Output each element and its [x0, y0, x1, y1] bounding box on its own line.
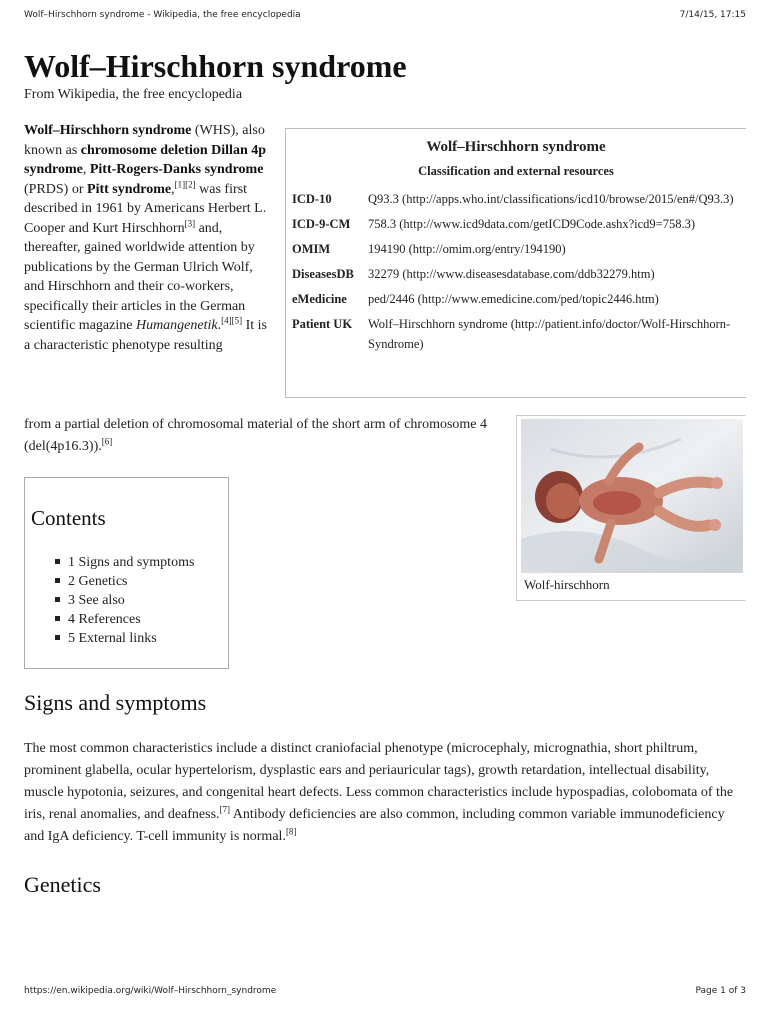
lede-bold-alias-1: chromosome deletion Dillan 4p syndrome [24, 142, 267, 177]
infobox-label: OMIM [292, 242, 331, 256]
lede-bold-alias-3: Pitt syndrome [87, 181, 172, 197]
ref-link-6[interactable]: [6] [101, 436, 113, 447]
infobox-row-diseasesdb [286, 264, 746, 284]
figure-thumbnail [516, 415, 746, 601]
lede-paragraph-continued [24, 414, 494, 458]
paragraph-text: Antibody deficiencies are also common, including common variable immunodeficiency and IgA deficiency. T-cell immunity is normal. [24, 807, 725, 844]
ref-link-3[interactable]: [3] [184, 217, 196, 228]
print-header [24, 10, 746, 20]
print-header-datetime: 7/14/15, 17:15 [679, 10, 746, 20]
lede-text: , [171, 181, 175, 197]
infobox-label: ICD-9-CM [292, 217, 351, 231]
lede-bold-alias-2: Pitt-Rogers-Danks syndrome [89, 162, 264, 177]
infobox-row-emedicine [286, 289, 746, 309]
ref-link-2[interactable]: [2] [185, 178, 196, 189]
infobox-value-link[interactable]: Wolf–Hirschhorn syndrome (http://patient.info/doctor/Wolf-Hirschhorn-Syndrome) [368, 317, 731, 351]
section-heading-signs: Signs and symptoms [24, 690, 207, 715]
print-footer-page: Page 1 of 3 [695, 986, 746, 996]
ref-link-5[interactable]: [5] [231, 315, 243, 326]
paragraph-text: The most common characteristics include a distinct craniofacial phenotype (microcephaly, micrognathia, short philtrum, prominent glabella, ocular hypertelorism, dysplastic ears and periauricular tags), growth retardation, intellectual disability, muscle hypotonia, seizures, and congenital heart defects. Less common characteristics include hypospadias, colobomata of the iris, renal anomalies, and deafness. [24, 741, 734, 822]
infobox-row-icd10 [286, 189, 746, 209]
figure-caption: Wolf-hirschhorn [524, 577, 610, 592]
lede-text: (PRDS) or [24, 181, 88, 197]
print-header-title: Wolf–Hirschhorn syndrome - Wikipedia, the free encyclopedia [24, 10, 301, 20]
infobox-label: Patient UK [292, 317, 353, 331]
toc-item[interactable] [55, 553, 194, 572]
lede-italic-magazine: Humangenetik [135, 318, 218, 333]
infobox-row-patientuk [286, 314, 746, 354]
infobox-label: eMedicine [292, 292, 347, 306]
toc-link-genetics[interactable]: 2 Genetics [68, 574, 128, 589]
infobox [285, 128, 746, 398]
infobox-title: Wolf–Hirschhorn syndrome [426, 139, 606, 155]
toc-link-see-also[interactable]: 3 See also [68, 593, 125, 608]
infobox-row-icd9cm [286, 214, 746, 234]
toc-item[interactable] [55, 572, 194, 591]
toc-link-references[interactable]: 4 References [68, 612, 141, 627]
toc-list [55, 553, 194, 648]
print-footer-url: https://en.wikipedia.org/wiki/Wolf–Hirschhorn_syndrome [24, 986, 277, 996]
section-heading-genetics: Genetics [24, 872, 101, 897]
infobox-value-link[interactable]: Q93.3 (http://apps.who.int/classifications/icd10/browse/2015/en#/Q93.3) [368, 192, 734, 206]
ref-link-1[interactable]: [1] [174, 178, 186, 189]
toc-item[interactable] [55, 591, 194, 610]
infobox-subtitle: Classification and external resources [418, 164, 614, 178]
toc-title: Contents [31, 506, 106, 530]
infobox-value-link[interactable]: ped/2446 (http://www.emedicine.com/ped/topic2446.htm) [368, 292, 659, 306]
page-title: Wolf–Hirschhorn syndrome [24, 48, 407, 84]
lede-text: . [217, 318, 222, 333]
lede-text: and, thereafter, gained worldwide attention by publications by the German Ulrich Wolf, and Hirschhorn and their co-workers, specifically their articles in the German scientific magazine [24, 220, 255, 333]
lede-text: (WHS), also known as [24, 123, 265, 158]
infobox-label: ICD-10 [292, 192, 332, 206]
toc-item[interactable] [55, 629, 194, 648]
lede-text: It is a characteristic phenotype resulting [24, 318, 267, 353]
lede-paragraph [24, 121, 272, 355]
section-paragraph-signs [24, 738, 746, 848]
lede-bold-name: Wolf–Hirschhorn syndrome [24, 123, 192, 138]
infant-photo[interactable] [521, 419, 743, 573]
infobox-value-link[interactable]: 32279 (http://www.diseasesdatabase.com/ddb32279.htm) [368, 267, 655, 281]
ref-link-8[interactable]: [8] [285, 826, 297, 837]
infobox-value-link[interactable]: 194190 (http://omim.org/entry/194190) [368, 242, 566, 256]
table-of-contents [24, 477, 229, 669]
toc-link-external[interactable]: 5 External links [68, 631, 157, 646]
infobox-row-omim [286, 239, 746, 259]
print-footer [24, 986, 746, 996]
ref-link-7[interactable]: [7] [219, 804, 231, 815]
lede-text: was first described in 1961 by Americans Herbert L. Cooper and Kurt Hirschhorn [24, 181, 267, 236]
lede-text: from a partial deletion of chromosomal material of the short arm of chromosome 4 (del(4p16.3)). [24, 417, 488, 454]
toc-link-signs[interactable]: 1 Signs and symptoms [68, 555, 195, 570]
infobox-rows [286, 189, 746, 354]
lede-text: , [82, 162, 90, 177]
ref-link-4[interactable]: [4] [221, 315, 232, 326]
infobox-value-link[interactable]: 758.3 (http://www.icd9data.com/getICD9Code.ashx?icd9=758.3) [368, 217, 696, 231]
toc-item[interactable] [55, 610, 194, 629]
page-subtitle: From Wikipedia, the free encyclopedia [24, 87, 243, 102]
infobox-label: DiseasesDB [292, 267, 354, 281]
